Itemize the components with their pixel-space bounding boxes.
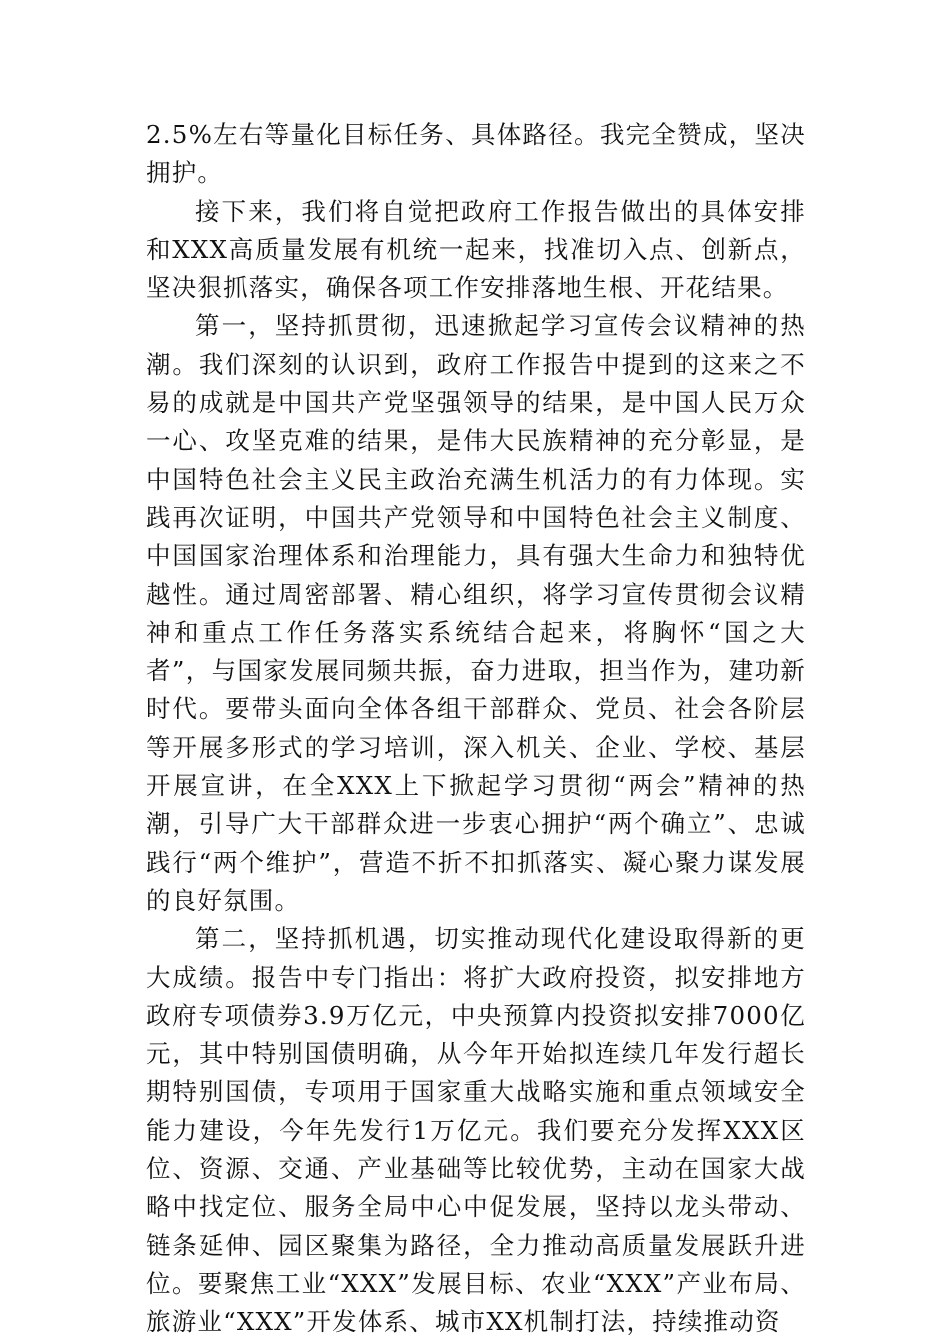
paragraph-2: 接下来，我们将自觉把政府工作报告做出的具体安排和XXX高质量发展有机统一起来，找准切入点、创新点，坚决狠抓落实，确保各项工作安排落地生根、开花结果。 — [146, 196, 806, 303]
paragraph-4: 第二，坚持抓机遇，切实推动现代化建设取得新的更大成绩。报告中专门指出：将扩大政府投资，拟安排地方政府专项债券3.9万亿元，中央预算内投资拟安排7000亿元，其中特别国债明确，从今年开始拟连续几年发行超长期特别国债，专项用于国家重大战略实施和重点领域安全能力建设，今年先发行1万亿元。我们要充分发挥XXX区位、资源、交通、产业基础等比较优势，主动在国家大战略中找定位、服务全局中心中促发展，坚持以龙头带动、链条延伸、园区聚集为路径，全力推动高质量发展跃升进位。要聚焦工业“XXX”发展目标、农业“XXX”产业布局、旅游业“XXX”开发体系、城市XX机制打法，持续推动资 — [146, 924, 806, 1337]
document-body — [146, 116, 806, 1342]
paragraph-1: 2.5%左右等量化目标任务、具体路径。我完全赞成，坚决拥护。 — [146, 120, 806, 188]
paragraph-3: 第一，坚持抓贯彻，迅速掀起学习宣传会议精神的热潮。我们深刻的认识到，政府工作报告中提到的这来之不易的成就是中国共产党坚强领导的结果，是中国人民万众一心、攻坚克难的结果，是伟大民族精神的充分彰显，是中国特色社会主义民主政治充满生机活力的有力体现。实践再次证明，中国共产党领导和中国特色社会主义制度、中国国家治理体系和治理能力，具有强大生命力和独特优越性。通过周密部署、精心组织，将学习宣传贯彻会议精神和重点工作任务落实系统结合起来，将胸怀“国之大者”，与国家发展同频共振，奋力进取，担当作为，建功新时代。要带头面向全体各组干部群众、党员、社会各阶层等开展多形式的学习培训，深入机关、企业、学校、基层开展宣讲，在全XXX上下掀起学习贯彻“两会”精神的热潮，引导广大干部群众进一步衷心拥护“两个确立”、忠诚践行“两个维护”，营造不折不扣抓落实、凝心聚力谋发展的良好氛围。 — [146, 311, 806, 915]
